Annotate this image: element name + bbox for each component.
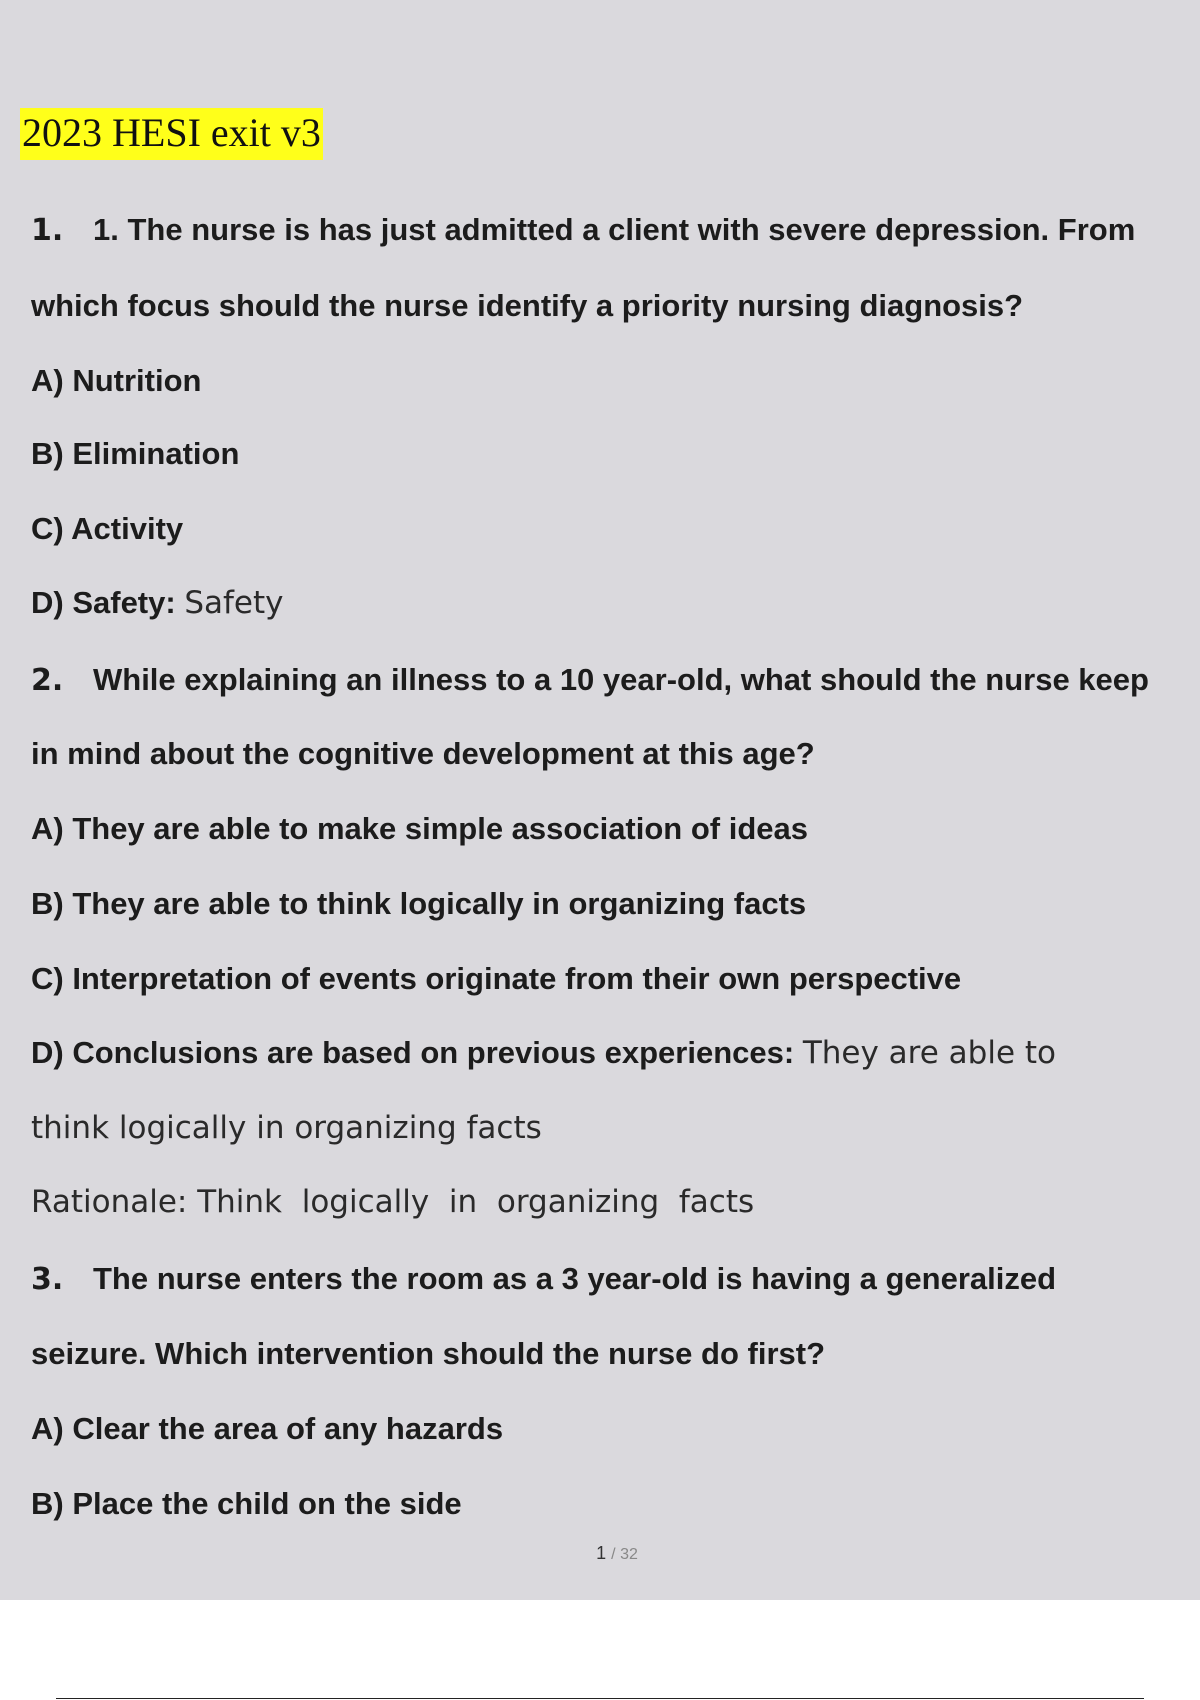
question-2-stem-line-2: in mind about the cognitive development at this age? xyxy=(31,736,815,771)
question-1-option-d: D) Safety: Safety xyxy=(31,585,284,621)
question-2-rationale: Rationale: Think logically in organizing facts xyxy=(31,1184,755,1220)
question-1-option-a: A) Nutrition xyxy=(31,363,202,398)
question-1-option-b: B) Elimination xyxy=(31,436,240,471)
question-1-stem-line-2: which focus should the nurse identify a priority nursing diagnosis? xyxy=(31,288,1024,323)
question-2-option-a: A) They are able to make simple association of ideas xyxy=(31,811,808,846)
question-3-stem-line-1: 3. The nurse enters the room as a 3 year-old is having a generalized xyxy=(31,1261,1057,1297)
question-3-option-a: A) Clear the area of any hazards xyxy=(31,1411,504,1446)
question-2-number: 2. xyxy=(31,663,64,698)
question-2-option-d: D) Conclusions are based on previous experiences: They are able to xyxy=(31,1035,1056,1071)
document-title: 2023 HESI exit v3 xyxy=(20,108,323,160)
question-3-stem-line-2: seizure. Which intervention should the nurse do first? xyxy=(31,1336,826,1371)
question-2-option-b: B) They are able to think logically in organizing facts xyxy=(31,886,807,921)
question-2-answer: They are able to xyxy=(802,1035,1056,1071)
question-2-answer-continued: think logically in organizing facts xyxy=(31,1110,542,1146)
total-pages: / 32 xyxy=(611,1546,638,1563)
question-3-number: 3. xyxy=(31,1262,64,1297)
question-1-stem-line-1: 1. 1. The nurse is has just admitted a client with severe depression. From xyxy=(31,212,1136,248)
question-1-option-c: C) Activity xyxy=(31,511,184,546)
question-1-answer: Safety xyxy=(184,585,284,621)
question-2-stem-line-1: 2. While explaining an illness to a 10 year-old, what should the nurse keep xyxy=(31,662,1149,698)
question-2-option-c: C) Interpretation of events originate from their own perspective xyxy=(31,961,962,996)
question-3-option-b: B) Place the child on the side xyxy=(31,1486,462,1521)
page-divider xyxy=(56,1698,1144,1699)
current-page: 1 xyxy=(596,1543,607,1563)
question-1-number: 1. xyxy=(31,213,64,248)
page-indicator xyxy=(0,1543,1200,1564)
